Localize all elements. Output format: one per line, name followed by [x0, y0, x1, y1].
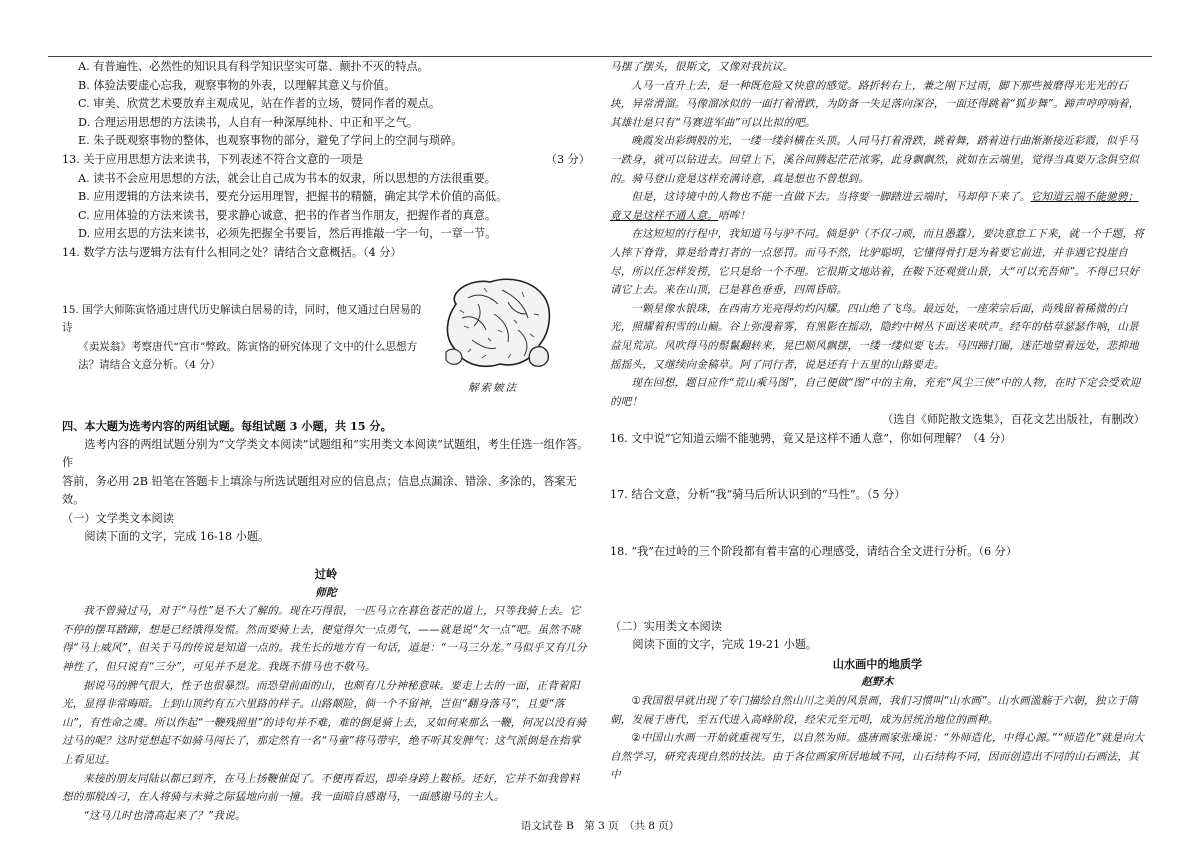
- part-2-instruction: 阅读下面的文字，完成 19-21 小题。: [632, 638, 818, 652]
- section-4-desc-2: 答前，务必用 2B 铅笔在答题卡上填涂与所选试题组对应的信息点；信息点漏涂、错涂、多涂的，答案无效。: [62, 474, 577, 507]
- q13-score: （3 分）: [545, 152, 590, 166]
- essay-para-3: 来接的朋友同陆以都已到齐，在马上扬鞭催促了。不便再看迟，即牵身跨上鞍桥。还好，它并不如我曾料想的那般凶刁，在人将骑与未骑之际猛地向前一撞。我一面暗自感谢马，一面感谢马的主人。: [62, 772, 580, 804]
- image-caption: 解索皴法: [468, 382, 518, 394]
- article-para-1: ①我国很早就出现了专门描绘自然山川之美的风景画，我们习惯叫“山水画”。山水画滥觞于六朝，独立于隋朝，发展于唐代，至五代进入高峰阶段，经宋元至元明，成为居统治地位的画种。: [610, 695, 1138, 726]
- q13-stem: 13. 关于应用思想方法来读书，下列表述不符合文意的一项是: [62, 152, 364, 166]
- essay-para-1: 我不曾骑过马，对于“马性”是不大了解的。现在巧得很，一匹马立在暮色苍茫的道上，只等我骑上去。它不停的摆耳踏蹄，想是已经饿得发慌。然而要骑上去，便觉得欠一点勇气，——就是说“欠一点”吧。虽然不晓得“马上威风”，但关于马的传说是知道一点的。我生长的地方有一句话，道是：“一马三分龙。”马似乎又有几分神性了，但只说有“三分”，可见并不是龙。我既不惜马也不敬马。: [62, 605, 587, 674]
- question-17: 17. 结合文意，分析“我”骑马后所认识到的“马性”。（5 分）: [610, 488, 906, 502]
- question-15: [62, 301, 422, 375]
- essay-cont-para-7: 现在回想，题目应作“荒山乘马图”，自己便做“图”中的主角，充充“风尘三侠”中的人物，在时下定会受欢迎的吧！: [610, 377, 1141, 408]
- essay-para-4: “这马几时也清高起来了？”我说。: [83, 809, 246, 822]
- top-rule: [48, 56, 1152, 57]
- essay-cont-para-1: 马摆了摆头，很斯文，又像对我抗议。: [610, 61, 794, 73]
- right-column: [610, 58, 1145, 785]
- para-text-after: 唔哞！: [717, 209, 751, 222]
- essay-source: （选自《师陀散文选集》，百花文艺出版社，有删改）: [882, 413, 1145, 427]
- essay-cont-para-3: 晚霞发出彩绸般的光，一缕一缕斜横在头顶。人同马打着滑跌，跳着舞，踏着进行曲渐渐接近彩霞，似乎马一跌身，就可以钻进去。回望上下，溪谷间腾起茫茫浓雾，此身飘飘然，就如在云端里，觉得当真要万念俱空似的。骑马登山竟是这样充满诗意，真是想也不曾想到。: [610, 135, 1139, 185]
- page-footer: 语文试卷 B 第 3 页 （共 8 页）: [520, 820, 680, 832]
- essay-title: 过岭: [314, 567, 338, 582]
- q13-option-b: B. 应用逻辑的方法来读书，要充分运用理智，把握书的精髓，确定其学术价值的高低。: [78, 190, 508, 204]
- essay-para-2: 据说马的脾气很大，性子也很暴烈。而恐望前面的山，也颇有几分神秘意味。要走上去的一面，正背着阳光，显得非常晦暗。上到山顶约有五六里路的样子。山路颠险，倘一个不留神，岂但“翻身落马”，且要“落山”，有性命之虞。所以作起“一鞭残照里”的诗句并不难，难的倒是骑上去，又如何来那么一鞭，何况以没有骑过马的呢？这时觉想起不如骑马闯长了，那定然有一名“马童”将马带牢，绝不听其发脾气：这气派倒是在指掌上看见过。: [62, 679, 587, 766]
- q13-options: [62, 170, 590, 244]
- essay-author: 师陀: [315, 586, 337, 599]
- essay-cont-para-5: 在这短短的行程中，我知道马与驴不同。倘是驴（不仅刁顽，而且愚蠢），要决意怠工下来，就一个千题，将人摔下脊背，算是给青打者的一点惩罚。而马不然，比驴聪明，它懂得骨打是为着要它前进，并非遇它投崖自尽，所以任怎样发捞，它只是给一个不理。它很斯文地站着，在鞍下还观赏山景，大“可以充吾师”。不得已只好请它上去。来在山顶，已是暮色垂垂，四周昏暗。: [610, 228, 1144, 297]
- underlined-sentence-part-1: 它知道云端不能驰骋；竟: [610, 191, 1139, 222]
- question-16: 16. 文中说“它知道云端不能驰骋，竟又是这样不通人意”，你如何理解？（4 分）: [610, 431, 1012, 445]
- article-para-2: ②中国山水画一开始就重视写生，以自然为师。盛唐画家张璪说：“外师造化，中得心源。”“师造化”就是向大自然学习，研究表现自然的技法。由于各位画家所居地域不同，山石结构不同，因而创造出不同的山石画法，其中: [610, 732, 1145, 782]
- essay-cont-para-6: 一颗星像水银珠，在西南方光亮得灼灼闪耀。四山绝了飞鸟。最远处，一座荣宗后面，尚残留着稀微的白光，照耀着积雪的山巅。谷上弥漫着雾，有黑影在摇动，隐约中树丛下面送来吠声。经年的枯草瑟瑟作响，山景益见荒凉。风吹得马的鬃鬣翻转来，晃巴顺风飘摆，一缕一缕似要飞去。马四蹄打圈，迷茫地望着远处，悲抑地摇摇头，又继续向金稿草。阿了同行者，说是还有十五里的山路要走。: [610, 302, 1139, 371]
- q12-option-e: E. 朱子既观察事物的整体，也观察事物的部分，避免了学问上的空洞与琐碎。: [78, 134, 463, 148]
- q12-option-a: A. 有普遍性、必然性的知识具有科学知识坚实可靠、颠扑不灭的特点。: [78, 60, 429, 73]
- question-14: 14. 数学方法与逻辑方法有什么相同之处？请结合文意概括。（4 分）: [62, 245, 402, 259]
- q13-stem-row: [62, 151, 590, 170]
- q15-line-1: 15. 国学大师陈寅恪通过唐代历史解读白居易的诗，同时，他又通过白居易的诗: [62, 303, 422, 335]
- q13-option-d: D. 应用玄思的方法来读书，必须先把握全书要旨，然后再推敲一字一句，一章一节。: [78, 227, 497, 241]
- underlined-sentence-part-2: 又是这样不通人意。: [620, 209, 718, 222]
- part-1-instruction: 阅读下面的文字，完成 16-18 小题。: [84, 530, 270, 544]
- q13-option-a: A. 读书不会应用思想的方法，就会让自己成为书本的奴隶，所以思想的方法很重要。: [78, 171, 496, 185]
- q15-line-2: 《卖炭翁》考察唐代“宫市”弊政。陈寅恪的研究体现了文中的什么思想方: [78, 340, 418, 353]
- q13-option-c: C. 应用体验的方法来读书，要求静心诚意，把书的作者当作朋友，把握作者的真意。: [78, 208, 497, 222]
- section-4-title: 四、本大题为选考内容的两组试题。每组试题 3 小题，共 15 分。: [62, 418, 392, 433]
- section-4-desc-1: 选考内容的两组试题分别为“文学类文本阅读”试题组和“实用类文本阅读”试题组，考生任选一组作答。作: [62, 437, 589, 470]
- rock-texture-illustration: [438, 274, 558, 374]
- part-2-title: （二）实用类文本阅读: [610, 619, 722, 633]
- q15-line-3: 法？请结合文意分析。（4 分）: [78, 359, 221, 372]
- q12-option-d: D. 合理运用思想的方法读书，人自有一种深厚纯朴、中正和平之气。: [78, 115, 419, 129]
- q12-option-b: B. 体验法要虚心忘我，观察事物的外表，以理解其意义与价值。: [78, 78, 396, 92]
- left-column: [62, 58, 590, 825]
- q12-options: [62, 58, 590, 151]
- article-title: 山水画中的地质学: [832, 656, 923, 671]
- q12-option-c: C. 审美、欣赏艺术要放弃主观成见，站在作者的立场，赞同作者的观点。: [78, 97, 441, 111]
- para-text-before: 但是，这诗境中的人物也不能一直做下去。当将要一脚踏进云端时，马却停下来了。: [631, 191, 1031, 204]
- article-author: 赵野木: [861, 676, 894, 689]
- essay-cont-para-4: [610, 188, 1145, 225]
- question-18: 18. “我”在过岭的三个阶段都有着丰富的心理感受，请结合全文进行分析。（6 分）: [610, 545, 1018, 559]
- part-1-title: （一）文学类文本阅读: [62, 511, 174, 525]
- essay-cont-para-2: 人马一直升上去，是一种既危险又快意的感觉。路折转右上，兼之刚下过雨，脚下那些被磨得光光光的石块，异常滑溜。马像溜冰似的一面打着滑跌，为防备一失足落向深谷，一面还得跳着“狐步舞”。蹄声哼哼响着，其雄壮是只有“马赛进军曲”可以比拟的吧。: [610, 79, 1140, 129]
